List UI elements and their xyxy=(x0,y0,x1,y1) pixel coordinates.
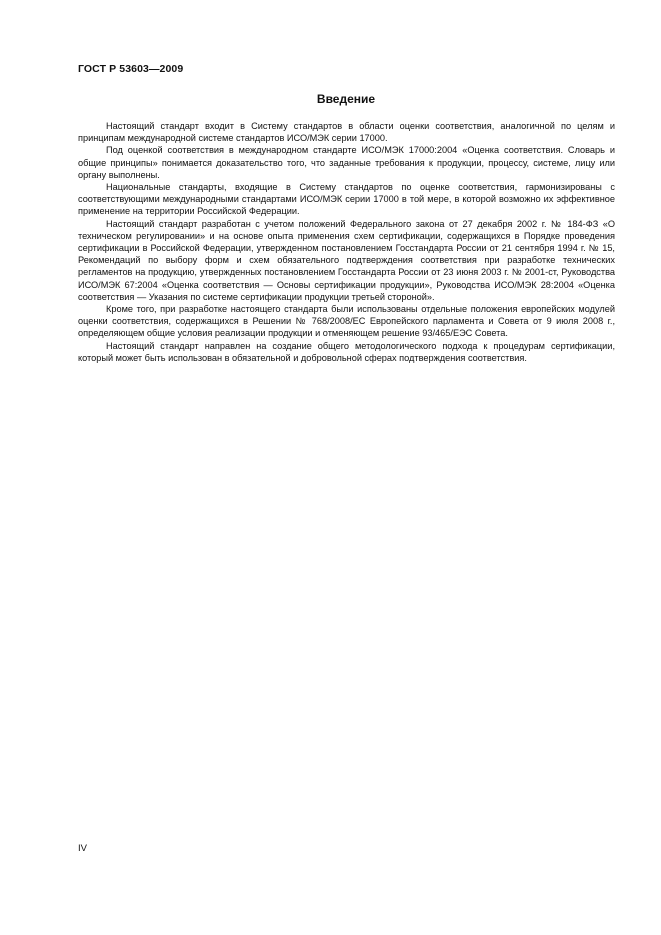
paragraph-2: Под оценкой соответствия в международном стандарте ИСО/МЭК 17000:2004 «Оценка соответствия. Словарь и общие принципы» понимается доказательство того, что заданные требования к продукции, процессу, системе, лицу или органу выполнены. xyxy=(78,145,615,180)
section-title: Введение xyxy=(316,92,376,106)
paragraph-1: Настоящий стандарт входит в Систему стандартов в области оценки соответствия, аналогичной по целям и принципам международной системе стандартов ИСО/МЭК серии 17000. xyxy=(78,121,615,144)
paragraph-4: Настоящий стандарт разработан с учетом положений Федерального закона от 27 декабря 2002 г. № 184-ФЗ «О техническом регулировании» и на основе опыта применения схем сертификации, содержащихся в Порядке проведения сертификации в Российской Федерации, утвержденном постановлением Госстандарта России от 21 сентября 1994 г. № 15, Рекомендаций по выбору форм и схем обязательного подтверждения соответствия при разработке технических регламентов на продукцию, утвержденных постановлением Госстандарта России от 23 июня 2003 г. № 2001-ст, Руководства ИСО/МЭК 67:2004 «Оценка соответствия — Основы сертификации продукции», Руководства ИСО/МЭК 28:2004 «Оценка соответствия — Указания по системе сертификации продукции третьей стороной». xyxy=(78,218,615,302)
page-number: IV xyxy=(78,843,87,854)
document-header: ГОСТ Р 53603—2009 xyxy=(78,63,184,75)
paragraph-6: Настоящий стандарт направлен на создание общего методологического подхода к процедурам сертификации, который может быть использован в обязательной и добровольной сферах подтверждения соответствия. xyxy=(78,340,615,363)
paragraph-3: Национальные стандарты, входящие в Систему стандартов по оценке соответствия, гармонизированы с соответствующими международными стандартами ИСО/МЭК серии 17000 в той мере, в которой возможно их эффективное применение на территории Российской Федерации. xyxy=(78,182,615,217)
paragraph-5: Кроме того, при разработке настоящего стандарта были использованы отдельные положения европейских модулей оценки соответствия, содержащихся в Решении № 768/2008/ЕС Европейского парламента и Совета от 9 июля 2008 г., определяющем общие условия реализации продукции и отменяющем решение 93/465/ЕЭС Совета. xyxy=(78,304,615,339)
body-text xyxy=(78,120,615,364)
